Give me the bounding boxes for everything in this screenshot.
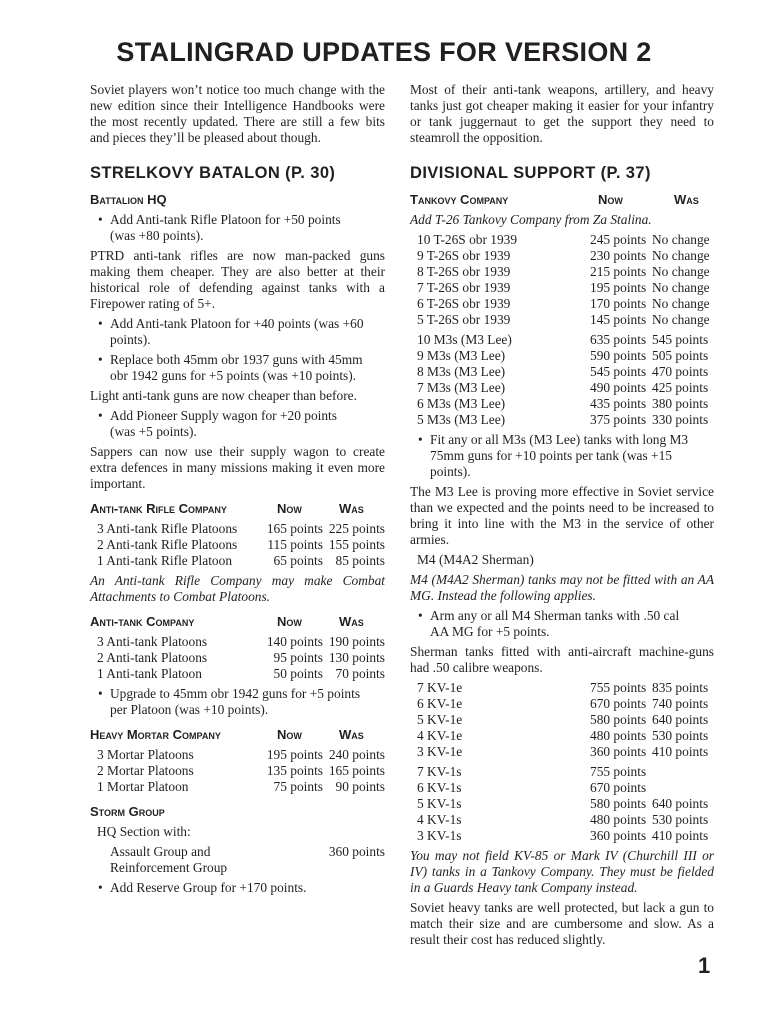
table-row [410, 312, 714, 328]
bullet-text: Add Anti-tank Platoon for +40 points (was +60 points). [110, 316, 364, 347]
bullet-item [98, 880, 385, 896]
unit-name: 9 M3s (M3 Lee) [417, 348, 506, 363]
unit-name: 1 Mortar Platoon [97, 779, 189, 794]
points-was [652, 780, 714, 796]
points-now: 95 points [273, 650, 323, 665]
table-row [410, 264, 714, 280]
unit-name: 8 T-26S obr 1939 [417, 264, 511, 279]
table-row [90, 521, 385, 537]
unit-name: 6 M3s (M3 Lee) [417, 396, 506, 411]
table-row [90, 779, 385, 795]
points-now [261, 844, 323, 876]
unit-name: 2 Mortar Platoons [97, 763, 194, 778]
unit-name: 3 Anti-tank Rifle Platoons [97, 521, 238, 536]
table-row [410, 728, 714, 744]
points-now: 50 points [273, 666, 323, 681]
section-heading: STRELKOVY BATALON (P. 30) [90, 164, 336, 182]
points-now: 145 points [590, 312, 647, 327]
points-was: 360 points [328, 844, 385, 859]
table-row [410, 780, 714, 796]
points-now: 590 points [590, 348, 647, 363]
points-was: 425 points [652, 380, 709, 395]
points-now: 215 points [590, 264, 647, 279]
points-now: 580 points [590, 796, 647, 811]
points-now: 230 points [590, 248, 647, 263]
points-was: 545 points [652, 332, 709, 347]
bullet-text: Add Anti-tank Rifle Platoon for +50 points (was +80 points). [110, 212, 341, 243]
bullet-text: Add Pioneer Supply wagon for +20 points (was +5 points). [110, 408, 337, 439]
points-was: 740 points [652, 696, 709, 711]
points-now: 580 points [590, 712, 647, 727]
table-row [410, 712, 714, 728]
points-was: No change [652, 312, 710, 327]
table-row [90, 650, 385, 666]
table-row [410, 744, 714, 760]
table-row [90, 747, 385, 763]
points-now: 490 points [590, 380, 647, 395]
points-was: 380 points [652, 396, 709, 411]
column-header-was: Was [339, 614, 364, 629]
points-was: 85 points [335, 553, 385, 568]
unit-name: 8 M3s (M3 Lee) [417, 364, 506, 379]
bullet-icon: • [98, 408, 103, 423]
subsection-heading [90, 500, 385, 518]
bullet-icon: • [98, 880, 103, 895]
points-was: 155 points [328, 537, 385, 552]
points-now: 360 points [590, 744, 647, 759]
subsection-heading [410, 191, 714, 209]
points-now: 360 points [590, 828, 647, 843]
points-was: 505 points [652, 348, 709, 363]
bullet-item [98, 352, 385, 384]
points-now: 755 points [590, 680, 647, 695]
unit-name: 2 Anti-tank Platoons [97, 650, 208, 665]
unit-name: 4 KV-1s [417, 812, 462, 827]
unit-name: 5 KV-1e [417, 712, 463, 727]
paragraph: Sappers can now use their supply wagon to create extra defences in many missions making it even more important. [90, 444, 385, 491]
table-row [410, 396, 714, 412]
paragraph: Soviet heavy tanks are well protected, but lack a gun to match their size and are cumbersome and slow. As a result their cost has reduced slightly. [410, 900, 714, 947]
table-row [90, 666, 385, 682]
bullet-icon: • [418, 432, 423, 447]
points-now: 165 points [266, 521, 323, 536]
points-was: No change [652, 248, 710, 263]
points-now: 545 points [590, 364, 647, 379]
points-now: 755 points [590, 764, 647, 779]
paragraph: The M3 Lee is proving more effective in Soviet service than we expected and the points need to be increased to bring it into line with the M3 in the service of other armies. [410, 484, 714, 547]
subsection-title: Storm Group [90, 804, 165, 819]
points-table [410, 764, 714, 844]
column-header-now: Now [598, 192, 623, 207]
points-was: 225 points [328, 521, 385, 536]
points-now: 435 points [590, 396, 647, 411]
column-header-was: Was [674, 192, 699, 207]
italic-note: You may not field KV-85 or Mark IV (Churchill III or IV) tanks in a Tankovy Company. They must be fielded in a Guards Heavy tank Company instead. [410, 848, 714, 895]
points-was: 240 points [328, 747, 385, 762]
unit-name: 6 KV-1e [417, 696, 463, 711]
points-now: 170 points [590, 296, 647, 311]
points-was: 130 points [328, 650, 385, 665]
bullet-icon: • [98, 352, 103, 367]
bullet-text: Add Reserve Group for +170 points. [110, 880, 307, 895]
unit-name: 5 KV-1s [417, 796, 462, 811]
points-table [410, 232, 714, 328]
points-was: No change [652, 296, 710, 311]
unit-name: 7 M3s (M3 Lee) [417, 380, 506, 395]
points-was: 470 points [652, 364, 709, 379]
table-row [410, 332, 714, 348]
bullet-item [98, 212, 385, 244]
italic-note: An Anti-tank Rifle Company may make Combat Attachments to Combat Platoons. [90, 573, 385, 604]
table-row [410, 796, 714, 812]
points-table [410, 332, 714, 428]
bullet-text: Replace both 45mm obr 1937 guns with 45mm obr 1942 guns for +5 points (was +10 points). [110, 352, 363, 383]
bullet-text: Arm any or all M4 Sherman tanks with .50 cal AA MG for +5 points. [430, 608, 680, 639]
paragraph: Soviet players won’t notice too much change with the new edition since their Intelligence Handbooks were the most recently updated. There are still a few bits and pieces they’ll be pleased about though. [90, 82, 385, 145]
column-header-was: Was [339, 727, 364, 742]
points-now: 245 points [590, 232, 647, 247]
points-now: 635 points [590, 332, 647, 347]
table-row [410, 348, 714, 364]
section-heading: DIVISIONAL SUPPORT (P. 37) [410, 164, 651, 182]
points-now: 670 points [590, 780, 647, 795]
unit-name: Assault Group and Reinforcement Group [110, 844, 228, 875]
unit-name: 9 T-26S obr 1939 [417, 248, 511, 263]
points-now: 480 points [590, 812, 647, 827]
table-row [410, 364, 714, 380]
italic-note: Add T-26 Tankovy Company from Za Stalina. [410, 212, 652, 227]
subsection-title: Tankovy Company [410, 192, 509, 207]
unit-name: 2 Anti-tank Rifle Platoons [97, 537, 238, 552]
table-row [410, 828, 714, 844]
column-header-was: Was [339, 501, 364, 516]
unit-name: 7 KV-1e [417, 680, 463, 695]
points-now: 135 points [266, 763, 323, 778]
points-now: 195 points [590, 280, 647, 295]
unit-name: 3 Anti-tank Platoons [97, 634, 208, 649]
unit-name: 5 T-26S obr 1939 [417, 312, 511, 327]
paragraph: Light anti-tank guns are now cheaper than before. [90, 388, 357, 403]
points-was: No change [652, 232, 710, 247]
points-now: 140 points [266, 634, 323, 649]
unit-name: 5 M3s (M3 Lee) [417, 412, 506, 427]
subsection-title: Anti-tank Rifle Company [90, 501, 227, 516]
points-was: 70 points [335, 666, 385, 681]
unit-name: 4 KV-1e [417, 728, 463, 743]
column-header-now: Now [277, 727, 302, 742]
column-header-now: Now [277, 614, 302, 629]
unit-name: 3 KV-1e [417, 744, 463, 759]
bullet-item [98, 408, 385, 440]
indented-line: M4 (M4A2 Sherman) [417, 552, 534, 567]
right-column [410, 82, 714, 952]
subsection-title: Anti-tank Company [90, 614, 195, 629]
table-row [410, 296, 714, 312]
points-was: 410 points [652, 744, 709, 759]
points-now: 670 points [590, 696, 647, 711]
italic-note: M4 (M4A2 Sherman) tanks may not be fitted with an AA MG. Instead the following applies. [410, 572, 714, 603]
points-table [90, 634, 385, 682]
left-column [90, 82, 385, 900]
table-row [410, 280, 714, 296]
table-row [410, 380, 714, 396]
points-was: 165 points [328, 763, 385, 778]
subsection-heading [90, 726, 385, 744]
points-now: 480 points [590, 728, 647, 743]
points-was [652, 764, 714, 780]
points-table [90, 747, 385, 795]
points-was: 190 points [328, 634, 385, 649]
unit-name: 1 Anti-tank Rifle Platoon [97, 553, 233, 568]
subsection-title: Battalion HQ [90, 192, 167, 207]
table-row [410, 764, 714, 780]
unit-name: 3 KV-1s [417, 828, 462, 843]
points-table [410, 680, 714, 760]
bullet-icon: • [98, 316, 103, 331]
unit-name: 10 M3s (M3 Lee) [417, 332, 512, 347]
points-was: No change [652, 264, 710, 279]
unit-name: 6 T-26S obr 1939 [417, 296, 511, 311]
unit-name: 7 T-26S obr 1939 [417, 280, 511, 295]
points-now: 375 points [590, 412, 647, 427]
points-was: No change [652, 280, 710, 295]
table-row [90, 553, 385, 569]
unit-name: 3 Mortar Platoons [97, 747, 194, 762]
unit-name: 1 Anti-tank Platoon [97, 666, 202, 681]
bullet-item [98, 316, 385, 348]
points-was: 640 points [652, 796, 709, 811]
subsection-title: Heavy Mortar Company [90, 727, 221, 742]
table-row [410, 412, 714, 428]
column-header-now: Now [277, 501, 302, 516]
bullet-text: Fit any or all M3s (M3 Lee) tanks with long M3 75mm guns for +10 points per tank (was +15 points). [430, 432, 689, 479]
page-title: STALINGRAD UPDATES FOR VERSION 2 [116, 37, 652, 67]
unit-name: 6 KV-1s [417, 780, 462, 795]
points-was: 410 points [652, 828, 709, 843]
table-row [410, 696, 714, 712]
subsection-heading [90, 803, 385, 821]
points-table [90, 844, 385, 876]
bullet-icon: • [98, 212, 103, 227]
points-was: 530 points [652, 812, 709, 827]
table-row [410, 680, 714, 696]
table-row [410, 232, 714, 248]
unit-name: 7 KV-1s [417, 764, 462, 779]
table-row [90, 844, 385, 876]
points-was: 640 points [652, 712, 709, 727]
subsection-heading [90, 613, 385, 631]
points-now: 75 points [273, 779, 323, 794]
paragraph: Most of their anti-tank weapons, artillery, and heavy tanks just got cheaper making it easier for your infantry or tank juggernaut to get the support they need to steamroll the opposition. [410, 82, 714, 145]
points-now: 65 points [273, 553, 323, 568]
points-was: 330 points [652, 412, 709, 427]
page-number: 1 [698, 953, 711, 978]
paragraph: PTRD anti-tank rifles are now man-packed guns making them cheaper. They are also better at their historical role of defending against tanks with a Firepower rating of 5+. [90, 248, 385, 311]
table-row [410, 248, 714, 264]
points-was: 835 points [652, 680, 709, 695]
points-was: 90 points [335, 779, 385, 794]
indented-line: HQ Section with: [97, 824, 191, 839]
bullet-icon: • [418, 608, 423, 623]
points-table [90, 521, 385, 569]
points-now: 115 points [267, 537, 323, 552]
bullet-icon: • [98, 686, 103, 701]
table-row [90, 634, 385, 650]
points-was: 530 points [652, 728, 709, 743]
bullet-item [418, 432, 714, 480]
paragraph: Sherman tanks fitted with anti-aircraft machine-guns had .50 calibre weapons. [410, 644, 714, 675]
bullet-item [418, 608, 714, 640]
table-row [90, 537, 385, 553]
bullet-item [98, 686, 385, 718]
table-row [90, 763, 385, 779]
points-now: 195 points [266, 747, 323, 762]
subsection-heading [90, 191, 385, 209]
table-row [410, 812, 714, 828]
bullet-text: Upgrade to 45mm obr 1942 guns for +5 points per Platoon (was +10 points). [110, 686, 361, 717]
unit-name: 10 T-26S obr 1939 [417, 232, 518, 247]
